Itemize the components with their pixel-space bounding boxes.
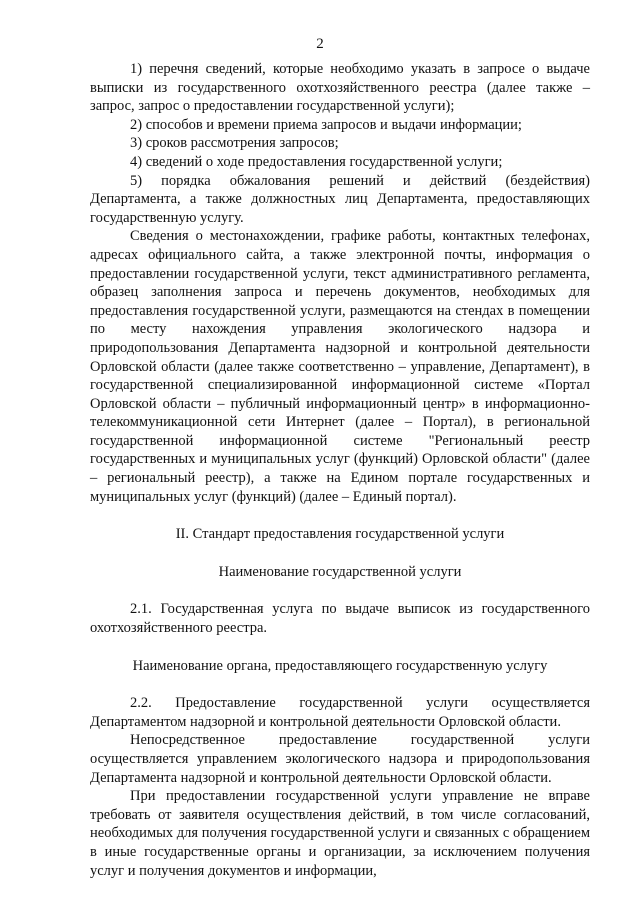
page-number: 2	[316, 36, 324, 52]
spacer	[90, 638, 590, 657]
spacer	[90, 581, 590, 600]
info-paragraph: Сведения о местонахождении, графике работы, контактных телефонах, адресах официального сайта, а также электронной почты, информация о предоставлении государственной услуги, текст административного регламента, образец заполнения запроса и перечень документов, необходимых для предоставления государственной услуги, размещаются на стендах в помещении по месту нахождения управления экологического надзора и природопользования Департамента надзорной и контрольной деятельности Орловской области (далее также соответственно – управление, Департамент), в государственной специализированной информационной системе «Портал Орловской области – публичный информационный центр» в информационно-телекоммуникационной сети Интернет (далее – Портал), в региональной государственной информационной системе "Региональный реестр государственных и муниципальных услуг (функций) Орловской области" (далее – региональный реестр), а также на Едином портале государственных и муниципальных услуг (функций) (далее – Единый портал).	[90, 228, 590, 505]
list-item-1: 1) перечня сведений, которые необходимо указать в запросе о выдаче выписки из государственного охотхозяйственного реестра (далее также – запрос, запрос о предоставлении государственной услуги);	[90, 61, 590, 115]
spacer	[90, 675, 590, 694]
section-title: II. Стандарт предоставления государственной услуги	[175, 526, 505, 543]
list-item-3: 3) сроков рассмотрения запросов;	[130, 135, 339, 152]
document-body	[90, 60, 590, 880]
spacer	[90, 506, 590, 525]
spacer	[90, 544, 590, 563]
paragraph-direct-provision: Непосредственное предоставление государственной услуги осуществляется управлением экологического надзора и природопользования Департамента надзорной и контрольной деятельности Орловской области.	[90, 732, 590, 786]
list-item-2: 2) способов и времени приема запросов и выдачи информации;	[130, 116, 522, 133]
list-item-4: 4) сведений о ходе предоставления государственной услуги;	[130, 153, 503, 170]
subheading-service-name: Наименование государственной услуги	[218, 563, 462, 580]
list-item-5: 5) порядка обжалования решений и действий (бездействия) Департамента, а также должностных лиц Департамента, предоставляющих государственную услугу.	[90, 172, 590, 226]
subheading-authority: Наименование органа, предоставляющего государственную услугу	[132, 657, 548, 674]
paragraph-restrictions: При предоставлении государственной услуги управление не вправе требовать от заявителя осуществления действий, в том числе согласований, необходимых для получения государственной услуги и связанных с обращением в иные государственные органы и организации, за исключением получения услуг и получения документов и информации,	[90, 788, 590, 879]
paragraph-2-1: 2.1. Государственная услуга по выдаче выписок из государственного охотхозяйственного реестра.	[90, 601, 590, 637]
paragraph-2-2: 2.2. Предоставление государственной услуги осуществляется Департаментом надзорной и контрольной деятельности Орловской области.	[90, 695, 590, 730]
